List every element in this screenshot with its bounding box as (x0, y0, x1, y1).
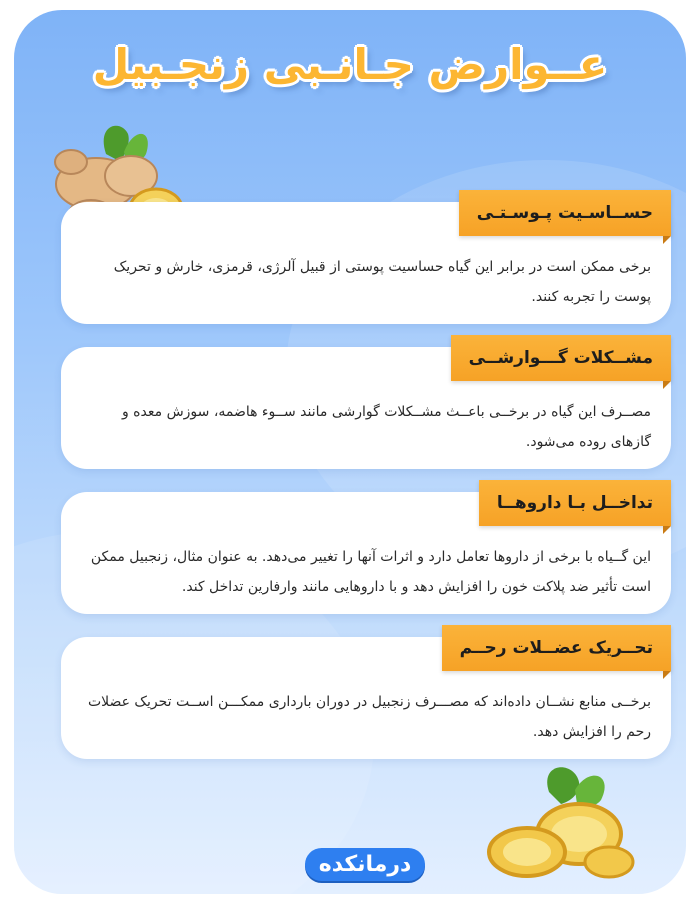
section-text: مصــرف این گیاه در برخــی باعــث مشــکلات گوارشی مانند ســوء هاضمه، سوزش معده و گازهای روده می‌شود. (121, 404, 651, 450)
infographic-frame (14, 10, 686, 894)
section-card-uterine-stimulation (61, 637, 671, 759)
section-card-skin-sensitivity (61, 202, 671, 324)
logo-text: درمانکده (305, 848, 426, 881)
section-card-drug-interactions (61, 492, 671, 614)
page-title: عــوارض جـانـبی زنجـبیل (92, 40, 608, 89)
ginger-slices-icon (479, 762, 639, 882)
section-heading: تحــریک عضــلات رحــم (442, 625, 671, 671)
section-card-digestive-issues (61, 347, 671, 469)
section-heading: مشــکلات گـــوارشــی (451, 335, 671, 381)
brand-logo (310, 836, 420, 892)
section-text: این گــیاه با برخی از داروها تعامل دارد و اثرات آنها را تغییر می‌دهد. به عنوان مثال، زنجبیل ممکن است تأثیر ضد پلاکت خون را افزایش دهد و با داروهایی مانند وارفارین تداخل کند. (90, 549, 651, 595)
section-heading: حســاسـیت پـوسـتـی (459, 190, 671, 236)
section-heading: تداخــل بـا داروهــا (479, 480, 671, 526)
section-text: برخی ممکن است در برابر این گیاه حساسیت پوستی از قبیل آلرژی، قرمزی، خارش و تحریک پوست را تجربه کنند. (113, 259, 651, 305)
section-text: برخــی منابع نشــان داده‌اند که مصـــرف زنجبیل در دوران بارداری ممکـــن اســت تحریک عضلات رحم را افزایش دهد. (87, 694, 651, 740)
